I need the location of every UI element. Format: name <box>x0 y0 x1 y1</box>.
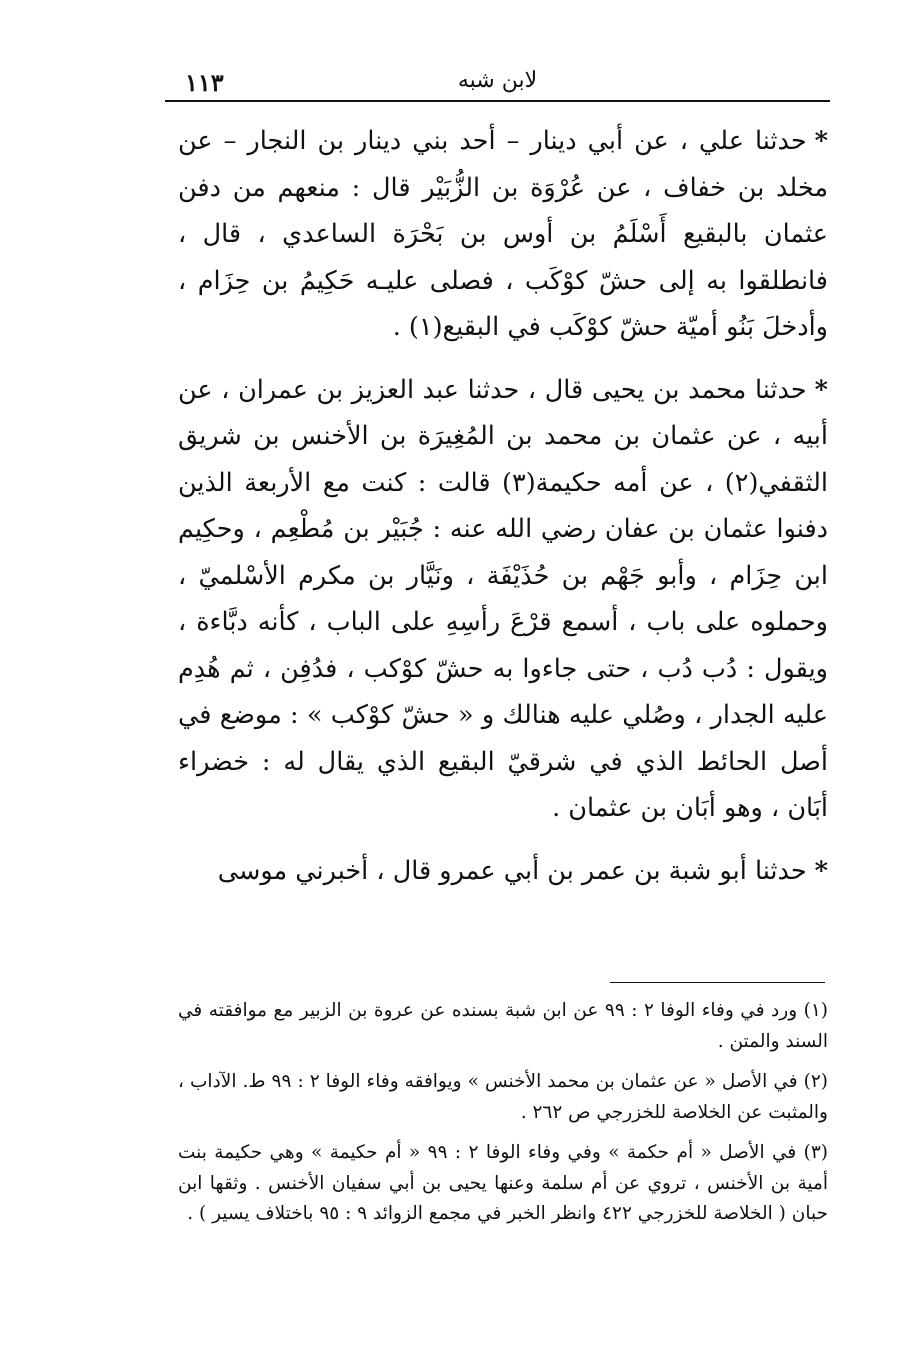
running-title: لابن شبه <box>457 68 538 93</box>
bullet-mark: * <box>814 374 828 405</box>
paragraph-text: حدثنا محمد بن يحيى قال ، حدثنا عبد العزيز بن عمران ، عن أبيه ، عن عثمان بن محمد بن المُغِيرَة بن الأخنس بن شريق الثقفي(٢) ، عن أمه حكيمة(٣) قالت : كنت مع الأربعة الذين دفنوا عثمان بن عفان رضي الله عنه : جُبَيْر بن مُطْعِم ، وحكِيم ابن حِزَام ، وأبو جَهْم بن حُذَيْفَة ، ونَيَّار بن مكرم الأسْلميّ ، وحملوه على باب ، أسمع قرْعَ رأسِهِ على الباب ، كأنه دبَّاءة ، ويقول : دُب دُب ، حتى جاءوا به حشّ كوْكب ، فدُفِن ، ثم هُدِم عليه الجدار ، وصُلي عليه هنالك و « حشّ كوْكب » : موضع في أصل الحائط الذي في شرقيّ البقيع الذي يقال له : خضراء أبَان ، وهو أبَان بن عثمان . <box>178 374 828 823</box>
footnote-divider <box>610 982 825 983</box>
bullet-mark: * <box>814 855 828 886</box>
paragraph-text: حدثنا علي ، عن أبي دينار – أحد بني دينار بن النجار – عن مخلد بن خفاف ، عن عُرْوَة بن الزُّبَيْر قال : منعهم من دفن عثمان بالبقيع أَسْلَمُ بن أوس بن بَحْرَة الساعدي ، قال ، فانطلقوا به إلى حشّ كوْكَب ، فصلى عليـه حَكِيمُ بن حِزَام ، وأدخلَ بَنُو أميّة حشّ كوْكَب في البقيع(١) . <box>178 126 828 342</box>
footnote-3: (٣) في الأصل « أم حكمة » وفي وفاء الوفا ٢ : ٩٩ « أم حكيمة » وهي حكيمة بنت أمية بن الأخنس ، تروي عن أم سلمة وعنها يحيى بن أبي سفيان الأخنس . وثقها ابن حبان ( الخلاصة للخزرجي ٤٢٢ وانظر الخبر في مجمع الزوائد ٩ : ٩٥ باختلاف يسير ) . <box>178 1142 828 1224</box>
hadith-paragraph-3 <box>178 848 828 895</box>
hadith-paragraph-2 <box>178 367 828 832</box>
hadith-paragraph-1 <box>178 118 828 351</box>
paragraph-text: حدثنا أبو شبة بن عمر بن أبي عمرو قال ، أخبرني موسى <box>217 855 807 886</box>
footnote-1: (١) ورد في وفاء الوفا ٢ : ٩٩ عن ابن شبة بسنده عن عروة بن الزبير مع موافقته في السند والمتن . <box>178 1000 828 1052</box>
page-number: ١١٣ <box>185 68 224 97</box>
footnotes <box>178 996 828 1240</box>
main-text <box>178 118 828 894</box>
bullet-mark: * <box>814 126 828 156</box>
footnote-2: (٢) في الأصل « عن عثمان بن محمد الأخنس » ويوافقه وفاء الوفا ٢ : ٩٩ ط. الآداب ، والمثبت عن الخلاصة للخزرجي ص ٢٦٢ . <box>178 1071 829 1123</box>
page-header <box>165 60 830 102</box>
